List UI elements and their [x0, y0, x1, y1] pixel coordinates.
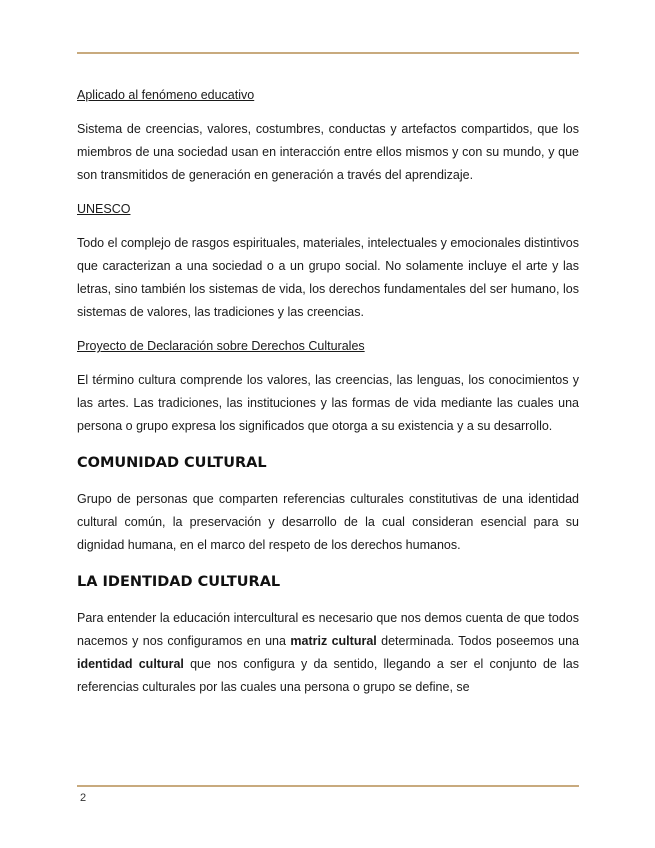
page-body [77, 84, 579, 699]
paragraph-text: Para entender la educación intercultural es necesario que nos demos cuenta de que todos nacemos y nos configuramos en una [77, 611, 579, 648]
paragraph-text: determinada. Todos poseemos una [376, 634, 579, 648]
bold-term-identidad-cultural: identidad cultural [77, 657, 184, 671]
page-number: 2 [80, 792, 87, 804]
paragraph-identidad-cultural [77, 607, 579, 699]
heading-identidad-cultural: LA IDENTIDAD CULTURAL [77, 574, 281, 590]
paragraph-text: que nos configura y da sentido, llegando a ser el conjunto de las referencias culturales por las cuales una persona o grupo se define, se [77, 657, 579, 694]
paragraph-comunidad-cultural: Grupo de personas que comparten referencias culturales constitutivas de una identidad cultural común, la preservación y desarrollo de la cual consideran esencial para su dignidad humana, en el marco del respeto de los derechos humanos. [77, 492, 579, 552]
paragraph-unesco: Todo el complejo de rasgos espirituales, materiales, intelectuales y emocionales distintivos que caracterizan a una sociedad o a un grupo social. No solamente incluye el arte y las letras, sino también los sistemas de vida, los derechos fundamentales del ser humano, los sistemas de valores, las tradiciones y las creencias. [77, 236, 579, 319]
subsection-title-unesco: UNESCO [77, 202, 131, 216]
bold-term-matriz-cultural: matriz cultural [290, 634, 377, 648]
subsection-title-declaracion: Proyecto de Declaración sobre Derechos Culturales [77, 339, 365, 353]
subsection-title-educativo: Aplicado al fenómeno educativo [77, 88, 255, 102]
paragraph-declaracion: El término cultura comprende los valores, las creencias, las lenguas, los conocimientos y las artes. Las tradiciones, las instituciones y las formas de vida mediante las cuales una persona o grupo expresa los significados que otorga a su existencia y a su desarrollo. [77, 373, 579, 433]
footer-rule [77, 785, 579, 787]
paragraph-educativo: Sistema de creencias, valores, costumbres, conductas y artefactos compartidos, que los miembros de una sociedad usan en interacción entre ellos mismos y con su mundo, y que son transmitidos de generación en generación a través del aprendizaje. [77, 122, 579, 182]
heading-comunidad-cultural: COMUNIDAD CULTURAL [77, 455, 267, 471]
header-rule [77, 52, 579, 54]
